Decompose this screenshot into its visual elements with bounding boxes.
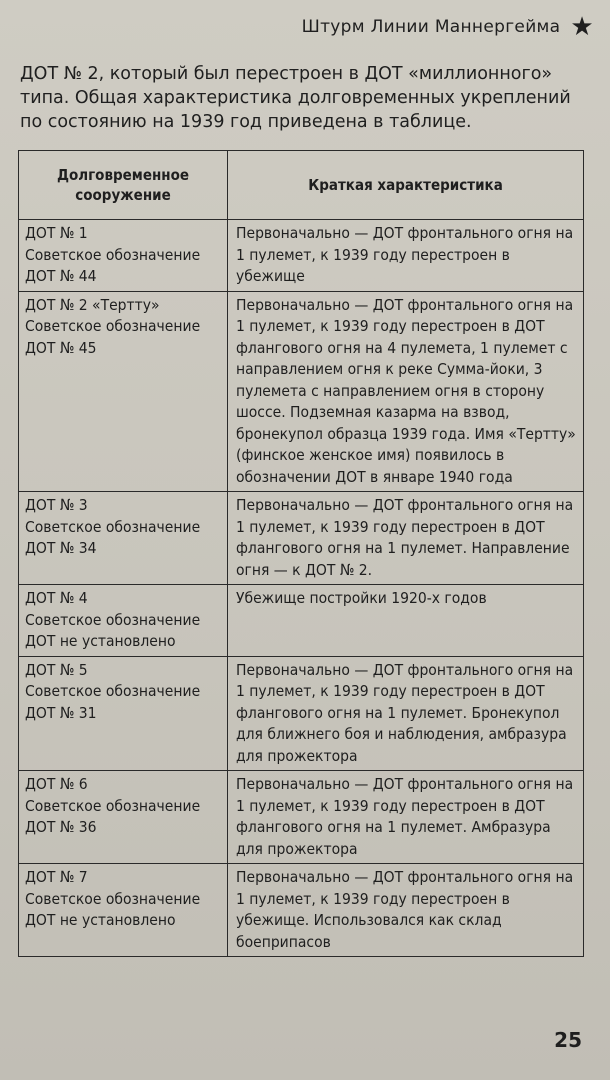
- designation-value: ДОТ не установлено: [25, 632, 176, 650]
- structure-name: ДОТ № 5: [25, 660, 88, 679]
- structure-cell: [19, 656, 228, 771]
- structure-cell: [19, 585, 228, 657]
- table-row: [19, 585, 584, 657]
- running-head-title: Штурм Линии Маннергейма: [301, 17, 561, 37]
- designation-label: Советское обозначение: [25, 517, 201, 536]
- designation-label: Советское обозначение: [25, 682, 201, 700]
- designation-value: ДОТ № 36: [25, 818, 97, 836]
- description-cell: Первоначально — ДОТ фронтального огня на 1 пулемет, к 1939 году перестроен в ДОТ флангового огня на 1 пулемет. Амбразура для прожектора: [228, 771, 584, 864]
- structure-cell: [19, 771, 228, 864]
- structure-cell: [19, 220, 228, 292]
- designation-value: ДОТ № 34: [25, 539, 97, 557]
- header-description: Краткая характеристика: [228, 151, 584, 220]
- designation-value: ДОТ № 31: [25, 703, 97, 722]
- description-cell: Первоначально — ДОТ фронтального огня на 1 пулемет, к 1939 году перестроен в ДОТ флангового огня на 1 пулемет. Направление огня — к ДОТ № 2.: [228, 492, 584, 585]
- structure-name: ДОТ № 1: [25, 224, 88, 242]
- designation-label: Советское обозначение: [25, 889, 201, 908]
- description-cell: Первоначально — ДОТ фронтального огня на 1 пулемет, к 1939 году перестроен в убежище. Использовался как склад боеприпасов: [228, 864, 584, 957]
- designation-label: Советское обозначение: [25, 610, 201, 629]
- structure-name: ДОТ № 4: [25, 589, 88, 607]
- table-row: [19, 492, 584, 585]
- description-cell: Первоначально — ДОТ фронтального огня на 1 пулемет, к 1939 году перестроен в убежище: [228, 220, 584, 292]
- running-head: [302, 14, 594, 40]
- structure-cell: [19, 291, 228, 492]
- structure-name: ДОТ № 3: [25, 496, 88, 514]
- designation-value: ДОТ не установлено: [25, 911, 176, 929]
- designation-label: Советское обозначение: [25, 245, 201, 264]
- table-row: [19, 864, 584, 957]
- description-cell: Первоначально — ДОТ фронтального огня на 1 пулемет, к 1939 году перестроен в ДОТ флангового огня на 4 пулемета, 1 пулемет с направлением огня к реке Сумма-йоки, 3 пулемета с направлением огня в сторону шоссе. Подземная казарма на взвод, бронекупол образца 1939 года. Имя «Тертту» (финское женское имя) появилось в обозначении ДОТ в январе 1940 года: [228, 291, 584, 492]
- table-row: [19, 771, 584, 864]
- table-row: [19, 656, 584, 771]
- table-header-row: [19, 151, 584, 220]
- fortifications-table: [18, 150, 584, 957]
- structure-cell: [19, 492, 228, 585]
- structure-cell: [19, 864, 228, 957]
- page-number: 25: [554, 1028, 582, 1052]
- designation-value: ДОТ № 45: [25, 338, 97, 357]
- table-row: [19, 291, 584, 492]
- description-cell: Убежище постройки 1920-х годов: [228, 585, 584, 657]
- designation-label: Советское обозначение: [25, 796, 201, 815]
- description-cell: Первоначально — ДОТ фронтального огня на 1 пулемет, к 1939 году перестроен в ДОТ флангового огня на 1 пулемет. Бронекупол для ближнего боя и наблюдения, амбразура для прожектора: [228, 656, 584, 771]
- designation-label: Советское обозначение: [25, 317, 201, 335]
- star-icon: ★: [570, 12, 594, 42]
- structure-name: ДОТ № 6: [25, 775, 88, 793]
- designation-value: ДОТ № 44: [25, 267, 97, 285]
- structure-name: ДОТ № 7: [25, 868, 88, 886]
- structure-name: ДОТ № 2 «Тертту»: [25, 295, 160, 314]
- table-row: [19, 220, 584, 292]
- header-structure: Долговременное сооружение: [19, 151, 228, 220]
- fortifications-table-wrap: [18, 150, 584, 957]
- intro-paragraph: ДОТ № 2, который был перестроен в ДОТ «миллионного» типа. Общая характеристика долговременных укреплений по состоянию на 1939 год приведена в таблице.: [20, 64, 571, 132]
